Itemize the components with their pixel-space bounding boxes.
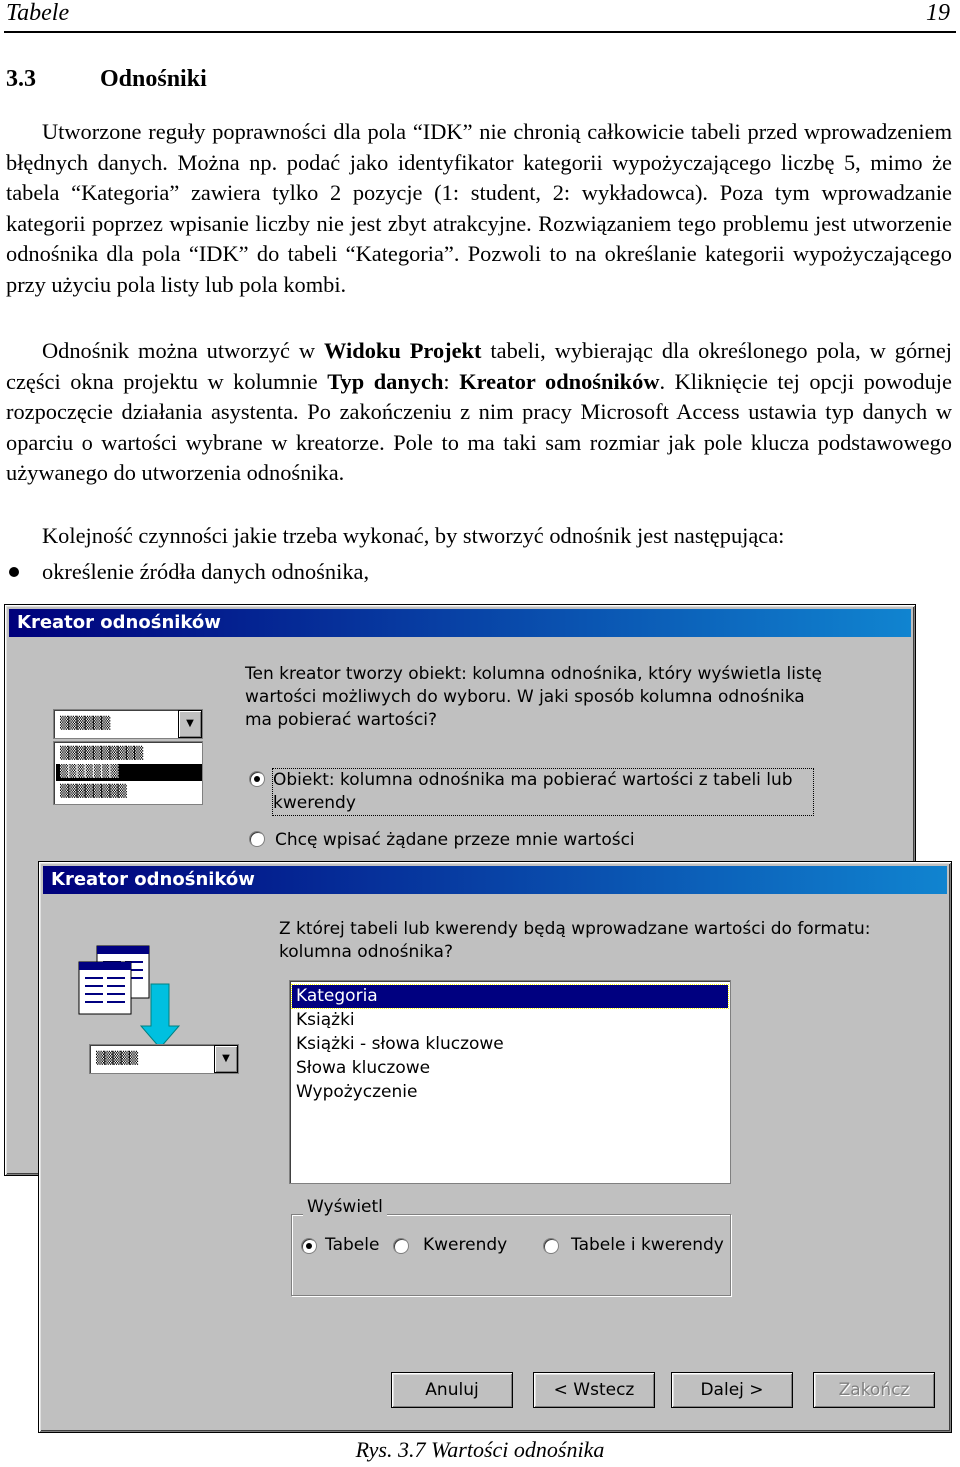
section-title: Odnośniki [100, 66, 207, 92]
dialog-back-description: Ten kreator tworzy obiekt: kolumna odnośnika, który wyświetla listę wartości możliwych do wyboru. W jaki sposób kolumna odnośnika ma pobierać wartości? [245, 664, 822, 730]
paragraph-1-text: Utworzone reguły poprawności dla pola “IDK” nie chronią całkowicie tabeli przed wprowadzeniem błędnych danych. Można np. podać jako identyfikator kategorii wypożyczającego liczbę 5, mimo że tabela “Kategoria” zawiera tylko 2 pozycje (1: student, 2: wykładowca). Poza tym wprowadzanie kategorii poprzez wpisanie liczby nie jest zbyt atrakcyjne. Rozwiązaniem tego problemu jest utworzenie odnośnika dla pola “IDK” do tabeli “Kategoria”. Pozwoli to na określanie kategorii wypożyczającego przy użyciu pola listy lub pola kombi. [6, 119, 952, 297]
list-item-ksiazki[interactable]: Książki [296, 1010, 355, 1030]
section-number: 3.3 [6, 66, 36, 92]
lookup-wizard-dialog-front [38, 861, 952, 1433]
dialog-front-question: Z której tabeli lub kwerendy będą wprowadzane wartości do formatu: kolumna odnośnika? [279, 919, 871, 962]
illustration-list-row-selected: ▒▒▒▒▒▒▒ [56, 764, 202, 781]
illustration-list [53, 741, 203, 805]
dialog-front-titlebar: Kreator odnośników [43, 866, 947, 894]
next-button[interactable]: Dalej > [671, 1372, 793, 1408]
radio-tables-and-queries[interactable] [543, 1238, 559, 1254]
list-item-slowa-kluczowe[interactable]: Słowa kluczowe [296, 1058, 431, 1078]
radio-table-or-query-label[interactable]: Obiekt: kolumna odnośnika ma pobierać wartości z tabeli lub kwerendy [273, 769, 813, 815]
list-item-kategoria[interactable]: Kategoria [292, 985, 728, 1008]
chevron-down-icon: ▼ [178, 710, 202, 738]
back-button[interactable]: < Wstecz [533, 1372, 655, 1408]
bold-widok-projekt: Widoku Projekt [324, 338, 482, 363]
illustration-combo [53, 709, 203, 739]
dialog-back-titlebar: Kreator odnośników [9, 609, 911, 637]
radio-queries-label[interactable]: Kwerendy [423, 1235, 508, 1255]
tables-illustration-icon [77, 944, 187, 1054]
bullet-item-1: określenie źródła danych odnośnika, [42, 559, 370, 584]
radio-tables-label[interactable]: Tabele [325, 1235, 380, 1255]
illustration-list-row: ▒▒▒▒▒▒▒▒ [60, 784, 126, 798]
sequence-intro: Kolejność czynności jakie trzeba wykonać, by stworzyć odnośnik jest następująca: [42, 523, 785, 548]
bold-kreator-odnosnikow: Kreator odnośników [459, 368, 660, 394]
radio-own-values[interactable] [249, 831, 265, 847]
figure-caption: Rys. 3.7 Wartości odnośnika [355, 1437, 605, 1462]
illustration-combo-front-text: ▒▒▒▒▒ [96, 1051, 138, 1065]
illustration-combo-text: ▒▒▒▒▒▒ [60, 716, 110, 730]
paragraph-2-text: Odnośnik można utworzyć w Widoku Projekt tabeli, wybierając dla określonego pola, w górnej części okna projektu w kolumnie Typ danych: Kreator odnośników. Kliknięcie tej opcji powoduje rozpoczęcie działania asystenta. Po zakończeniu z nim pracy Microsoft Access ustawia typ danych w oparciu o wartości wybrane w kreatorze. Pole to ma taki sam rozmiar jak pole klucza podstawowego używanego do utworzenia odnośnika. [6, 338, 952, 486]
bold-typ-danych: Typ danych [327, 368, 444, 394]
tables-listbox[interactable] [289, 980, 731, 1184]
paragraph-2 [6, 336, 952, 489]
radio-own-values-label[interactable]: Chcę wpisać żądane przeze mnie wartości [275, 830, 635, 850]
radio-tables[interactable] [301, 1238, 317, 1254]
radio-tables-and-queries-label[interactable]: Tabele i kwerendy [571, 1235, 724, 1255]
list-item-wypozyczenie[interactable]: Wypożyczenie [296, 1082, 418, 1102]
page-number: 19 [926, 0, 950, 26]
illustration-list-row: ▒▒▒▒▒▒▒▒▒▒ [60, 746, 143, 760]
display-groupbox-label: Wyświetl [303, 1196, 387, 1218]
chevron-down-icon: ▼ [214, 1045, 238, 1073]
cancel-button[interactable]: Anuluj [391, 1372, 513, 1408]
radio-table-or-query[interactable] [249, 771, 265, 787]
bullet-marker [9, 567, 19, 577]
paragraph-1 [6, 117, 952, 301]
illustration-combo-front [89, 1044, 239, 1074]
header-rule [4, 31, 956, 33]
list-item-ksiazki-slowa-kluczowe[interactable]: Książki - słowa kluczowe [296, 1034, 504, 1054]
radio-queries[interactable] [393, 1238, 409, 1254]
finish-button[interactable]: Zakończ [813, 1372, 935, 1408]
running-header-title: Tabele [6, 0, 70, 26]
